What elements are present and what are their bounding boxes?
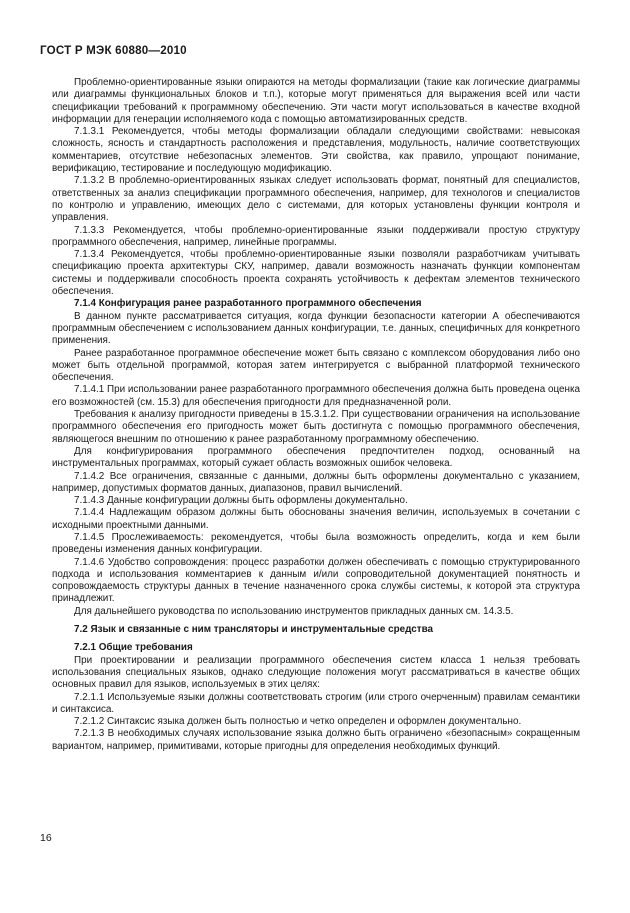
- paragraph: 7.2.1.2 Синтаксис языка должен быть полностью и четко определен и оформлен документально.: [74, 716, 522, 728]
- paragraph: 7.1.3.4 Рекомендуется, чтобы проблемно-ориентированные языки позволяли разработчикам учитывать спецификацию проекта архитектуры СКУ, например, давали возможность назначать функции компонентам системы и поддерживали способность проекта сохранять устойчивость к дефектам элементов технического обеспечения.: [52, 249, 580, 298]
- paragraph: Для дальнейшего руководства по использованию инструментов прикладных данных см. 14.3.5.: [74, 605, 514, 617]
- paragraph: Проблемно-ориентированные языки опираются на методы формализации (такие как логические диаграммы или диаграммы функциональных блоков и т.п.), которые могут применяться для выражения всей или части спецификации требований к программному обеспечению. Эти части могут использоваться в качестве входной информации для генерации исполняемого кода с помощью автоматизированных средств.: [52, 77, 580, 125]
- paragraph: 7.1.4.4 Надлежащим образом должны быть обоснованы значения величин, используемых в сочетании с исходными проектными данными.: [52, 507, 580, 531]
- page-number: 16: [40, 832, 52, 844]
- paragraph: В данном пункте рассматривается ситуация, когда функции безопасности категории А обеспечиваются программным обеспечением с использованием данных конфигурации, т.е. данных, специфичных для конкретного применения.: [52, 310, 580, 347]
- document-body: [52, 77, 580, 753]
- paragraph: При проектировании и реализации программного обеспечения систем класса 1 нельзя требовать использования специальных языков, однако следующие положения могут рассматриваться в качестве общих основных правил для языков, используемых в этих целях:: [52, 654, 580, 691]
- paragraph: 7.2.1.1 Используемые языки должны соответствовать строгим (или строго очерченным) правилам семантики и синтаксиса.: [52, 691, 580, 715]
- paragraph: 7.1.4.3 Данные конфигурации должны быть оформлены документально.: [74, 495, 408, 507]
- paragraph: 7.2.1.3 В необходимых случаях использование языка должно быть ограничено «безопасным» сокращенным вариантом, например, примитивами, которые пригодны для определения необходимых функций.: [52, 728, 580, 752]
- paragraph: 7.1.4.2 Все ограничения, связанные с данными, должны быть оформлены документально с указанием, например, допустимых форматов данных, диапазонов, правил вычислений.: [52, 470, 580, 494]
- paragraph: Ранее разработанное программное обеспечение может быть связано с комплексом оборудования либо оно может быть отдельной программой, которая затем интегрируется с выбранной платформой технического обеспечения.: [52, 347, 580, 384]
- section-heading: 7.1.4 Конфигурация ранее разработанного программного обеспечения: [74, 298, 422, 310]
- section-heading: 7.2 Язык и связанные с ним трансляторы и инструментальные средства: [74, 624, 434, 636]
- paragraph: 7.1.4.1 При использовании ранее разработанного программного обеспечения должна быть проведена оценка его возможностей (см. 15.3) для обеспечения пригодности для предназначенной роли.: [52, 384, 580, 408]
- paragraph: 7.1.3.2 В проблемно-ориентированных языках следует использовать формат, понятный для специалистов, ответственных за анализ спецификации программного обеспечения, например, для технологов и специалистов по контролю и управлению, имеющих дело с системами, для которых установлены функции контроля и управления.: [52, 175, 580, 224]
- subsection-heading: 7.2.1 Общие требования: [74, 642, 193, 654]
- document-header: ГОСТ Р МЭК 60880—2010: [40, 44, 187, 57]
- paragraph: 7.1.4.6 Удобство сопровождения: процесс разработки должен обеспечивать с помощью структурированного подхода и использования комментариев к данным и/или сопроводительной документацией понятность и сопровождаемость структуры данных в течение назначенного срока службы системы, к которой эта структура принадлежит.: [52, 556, 580, 605]
- paragraph: 7.1.3.3 Рекомендуется, чтобы проблемно-ориентированные языки поддерживали простую структуру программного обеспечения, например, линейные программы.: [52, 224, 580, 248]
- paragraph: 7.1.3.1 Рекомендуется, чтобы методы формализации обладали следующими свойствами: невысокая сложность, ясность и стандартность расположения и представления, модульность, наличие соответствующих комментариев, отсутствие небезопасных элементов. Эти свойства, как правило, упрощают понимание, верификацию, тестирование и последующую модификацию.: [52, 126, 580, 175]
- paragraph: 7.1.4.5 Прослеживаемость: рекомендуется, чтобы была возможность определить, когда и кем были проведены изменения данных конфигурации.: [52, 531, 580, 556]
- paragraph: Для конфигурирования программного обеспечения предпочтителен подход, основанный на инструментальных программах, который сужает область возможных ошибок человека.: [52, 445, 580, 470]
- paragraph: Требования к анализу пригодности приведены в 15.3.1.2. При существовании ограничения на использование программного обеспечения его пригодность может быть достигнута с помощью программного обеспечения, являющегося внешним по отношению к ранее разработанному программному обеспечению.: [52, 409, 580, 445]
